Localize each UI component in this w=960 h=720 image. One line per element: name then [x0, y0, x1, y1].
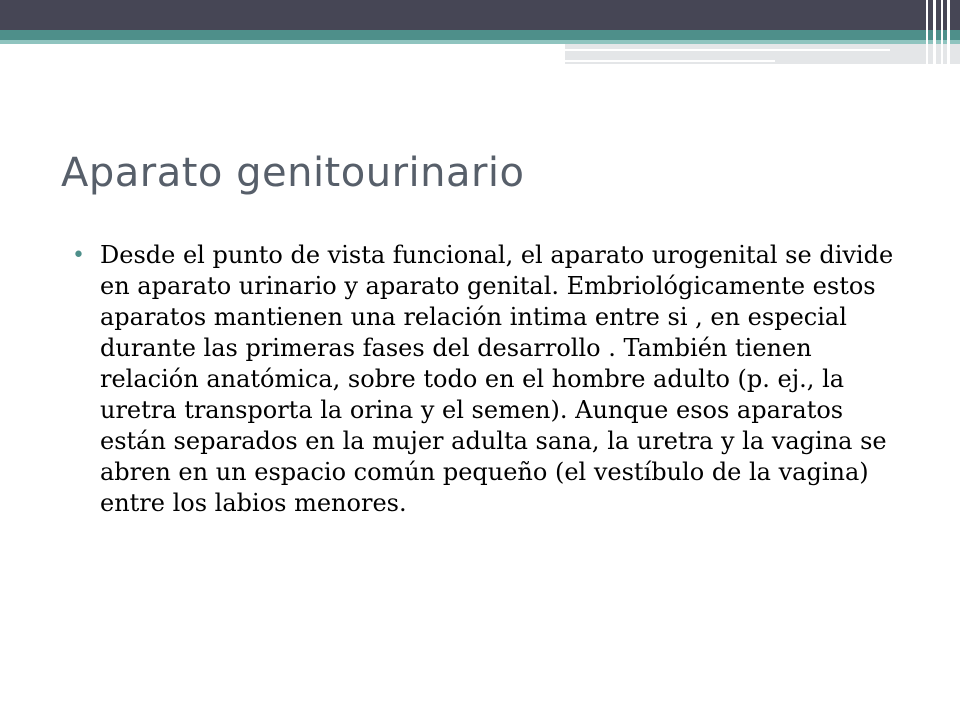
slide-title: Aparato genitourinario: [61, 150, 525, 196]
body-text: Desde el punto de vista funcional, el aparato urogenital se divide en aparato urinario y aparato genital. Embriológicamente estos aparatos mantienen una relación intima entre si , en especial durante las primeras fases del desarrollo . También tienen relación anatómica, sobre todo en el hombre adulto (p. ej., la uretra transporta la orina y el semen). Aunque esos aparatos están separados en la mujer adulta sana, la uretra y la vagina se abren en un espacio común pequeño (el vestíbulo de la vagina) entre los labios menores.: [100, 241, 894, 517]
top-banner-teal: [0, 30, 960, 40]
banner-line-long: [565, 49, 890, 51]
banner-line-short: [565, 60, 775, 62]
top-banner-dark: [0, 0, 960, 30]
banner-vertical-stripe: [933, 0, 936, 64]
body-list: [72, 240, 912, 519]
banner-vertical-stripe: [926, 0, 928, 64]
banner-vertical-stripe: [941, 0, 943, 64]
bullet-icon: •: [72, 243, 85, 268]
banner-vertical-stripe: [947, 0, 950, 64]
body-paragraph: [72, 240, 912, 519]
